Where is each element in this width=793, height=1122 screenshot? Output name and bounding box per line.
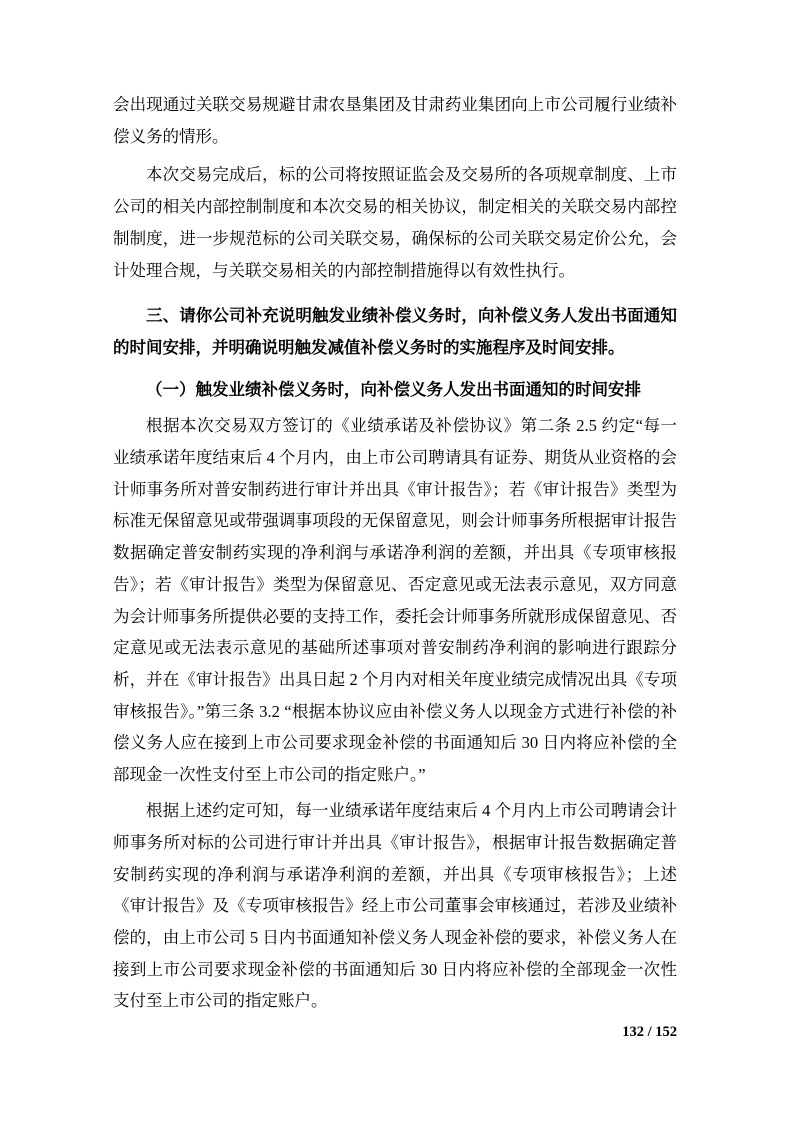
paragraph-transaction-controls: 本次交易完成后，标的公司将按照证监会及交易所的各项规章制度、上市公司的相关内部控制制度和本次交易的相关协议，制定相关的关联交易内部控制制度，进一步规范标的公司关联交易，确保标的公司关联交易定价公允，会计处理合规，与关联交易相关的内部控制措施得以有效性执行。 xyxy=(113,165,677,280)
page-number: 132 / 152 xyxy=(622,1024,677,1040)
paragraph-agreement-terms: 根据本次交易双方签订的《业绩承诺及补偿协议》第二条 2.5 约定“每一业绩承诺年度结束后 4 个月内，由上市公司聘请具有证券、期货从业资格的会计师事务所对普安制药进行审计并出具《审计报告》；若《审计报告》类型为标准无保留意见或带强调事项段的无保留意见，则会计师事务所根据审计报告数据确定普安制药实现的净利润与承诺净利润的差额，并出具《专项审核报告》；若《审计报告》类型为保留意见、否定意见或无法表示意见，双方同意为会计师事务所提供必要的支持工作，委托会计师事务所就形成保留意见、否定意见或无法表示意见的基础所述事项对普安制药净利润的影响进行跟踪分析，并在《审计报告》出具日起 2 个月内对相关年度业绩完成情况出具《专项审核报告》。”第三条 3.2 “根据本协议应由补偿义务人以现金方式进行补偿的补偿义务人应在接到上市公司要求现金补偿的书面通知后 30 日内将应补偿的全部现金一次性支付至上市公司的指定账户。” xyxy=(113,416,677,785)
page-content xyxy=(113,89,677,1017)
subsection-heading-3-1: （一）触发业绩补偿义务时，向补偿义务人发出书面通知的时间安排 xyxy=(146,380,641,400)
section-heading-3: 三、请你公司补充说明触发业绩补偿义务时，向补偿义务人发出书面通知的时间安排，并明确说明触发减值补偿义务时的实施程序及时间安排。 xyxy=(113,306,677,357)
paragraph-continuation: 会出现通过关联交易规避甘肃农垦集团及甘肃药业集团向上市公司履行业绩补偿义务的情形。 xyxy=(113,95,677,146)
paragraph-conclusion: 根据上述约定可知，每一业绩承诺年度结束后 4 个月内上市公司聘请会计师事务所对标的公司进行审计并出具《审计报告》，根据审计报告数据确定普安制药实现的净利润与承诺净利润的差额，并出具《专项审核报告》；上述《审计报告》及《专项审核报告》经上市公司董事会审核通过，若涉及业绩补偿的，由上市公司 5 日内书面通知补偿义务人现金补偿的要求，补偿义务人在接到上市公司要求现金补偿的书面通知后 30 日内将应补偿的全部现金一次性支付至上市公司的指定账户。 xyxy=(113,801,677,1011)
